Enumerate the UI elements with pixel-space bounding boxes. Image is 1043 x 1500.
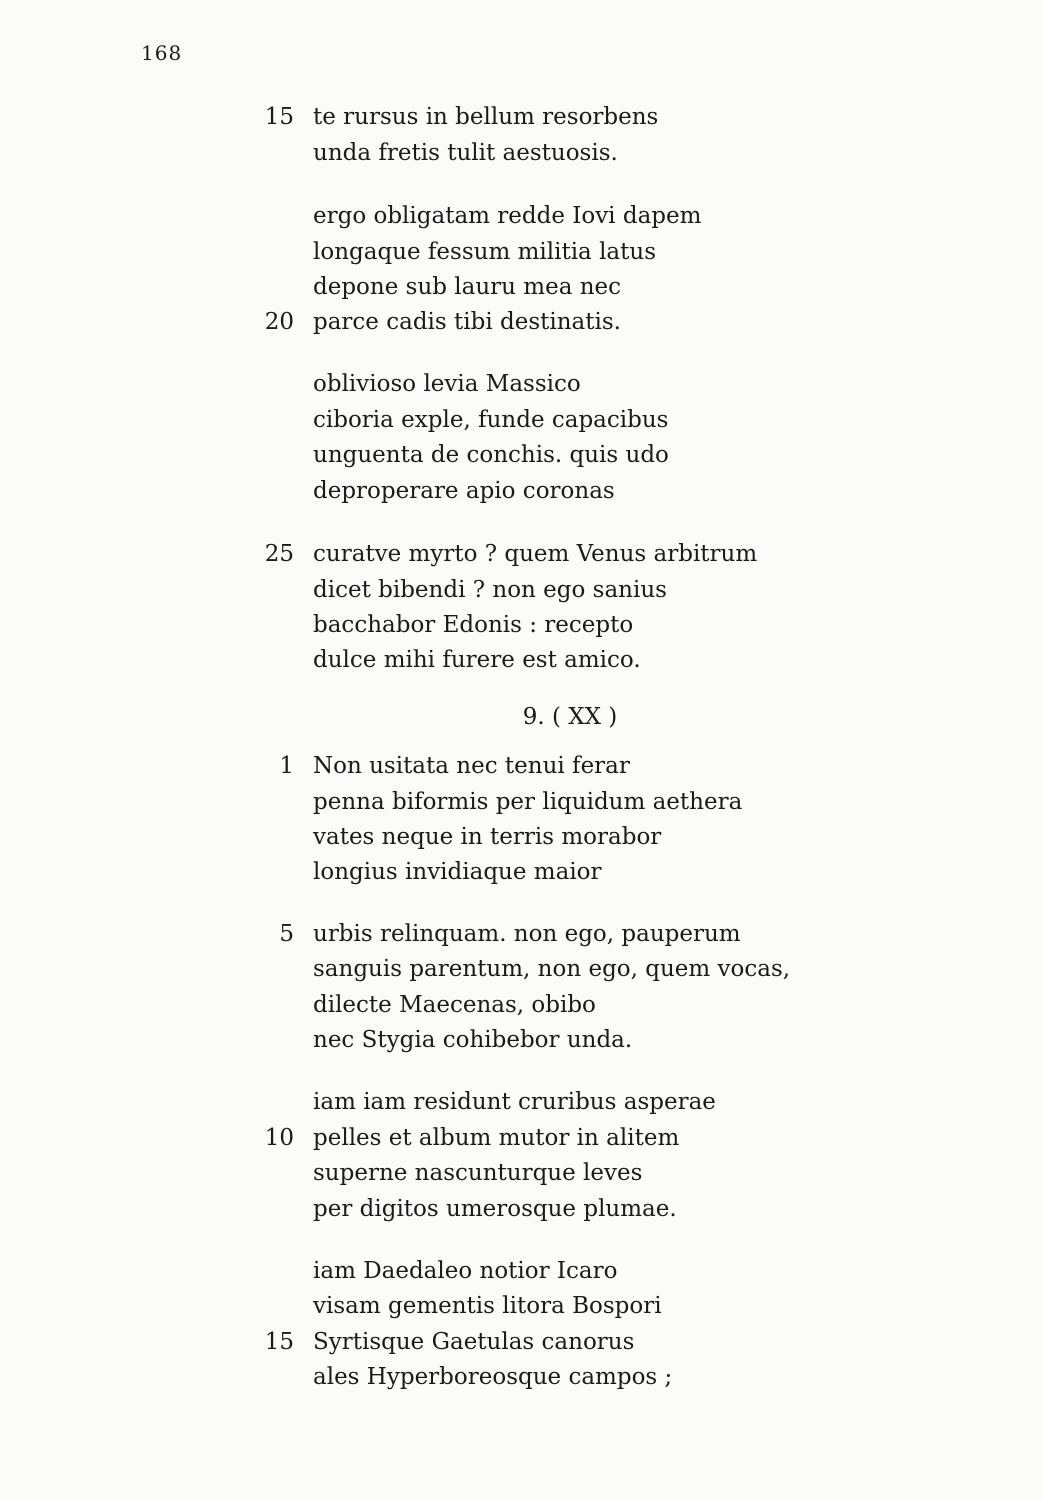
- verse-line: longaque fessum militia latus: [313, 239, 657, 265]
- verse-line: superne nascunturque leves: [313, 1160, 643, 1186]
- verse-line: ciboria exple, funde capacibus: [313, 407, 669, 433]
- verse-line: iam iam residunt cruribus asperae: [313, 1089, 716, 1115]
- verse-line: parce cadis tibi destinatis.: [313, 309, 621, 335]
- verse-line: ales Hyperboreosque campos ;: [313, 1364, 673, 1390]
- verse-line: pelles et album mutor in alitem: [313, 1125, 680, 1151]
- verse-line: penna biformis per liquidum aethera: [313, 789, 743, 815]
- verse-line: nec Stygia cohibebor unda.: [313, 1027, 633, 1053]
- verse-line: visam gementis litora Bospori: [313, 1293, 662, 1319]
- verse-line: bacchabor Edonis : recepto: [313, 612, 634, 638]
- line-number: 10: [264, 1125, 294, 1151]
- line-number: 20: [264, 309, 294, 335]
- line-number: 25: [264, 541, 294, 567]
- poem-heading: 9. ( XX ): [522, 704, 618, 730]
- line-number: 15: [264, 104, 294, 130]
- verse-line: Non usitata nec tenui ferar: [313, 753, 630, 779]
- verse-line: deproperare apio coronas: [313, 478, 615, 504]
- verse-line: dicet bibendi ? non ego sanius: [313, 577, 667, 603]
- verse-line: urbis relinquam. non ego, pauperum: [313, 921, 741, 947]
- verse-line: dilecte Maecenas, obibo: [313, 992, 596, 1018]
- verse-line: depone sub lauru mea nec: [313, 274, 622, 300]
- verse-line: curatve myrto ? quem Venus arbitrum: [313, 541, 758, 567]
- verse-line: unguenta de conchis. quis udo: [313, 442, 669, 468]
- line-number: 5: [279, 921, 294, 947]
- verse-line: Syrtisque Gaetulas canorus: [313, 1329, 635, 1355]
- line-number: 15: [264, 1329, 294, 1355]
- verse-line: te rursus in bellum resorbens: [313, 104, 659, 130]
- verse-line: oblivioso levia Massico: [313, 371, 581, 397]
- verse-line: longius invidiaque maior: [313, 859, 602, 885]
- verse-line: per digitos umerosque plumae.: [313, 1196, 677, 1222]
- verse-line: vates neque in terris morabor: [313, 824, 662, 850]
- verse-line: dulce mihi furere est amico.: [313, 647, 641, 673]
- verse-line: sanguis parentum, non ego, quem vocas,: [313, 956, 791, 982]
- verse-line: iam Daedaleo notior Icaro: [313, 1258, 618, 1284]
- line-number: 1: [279, 753, 294, 779]
- verse-line: ergo obligatam redde Iovi dapem: [313, 203, 702, 229]
- verse-line: unda fretis tulit aestuosis.: [313, 140, 618, 166]
- page-number: 168: [141, 41, 183, 65]
